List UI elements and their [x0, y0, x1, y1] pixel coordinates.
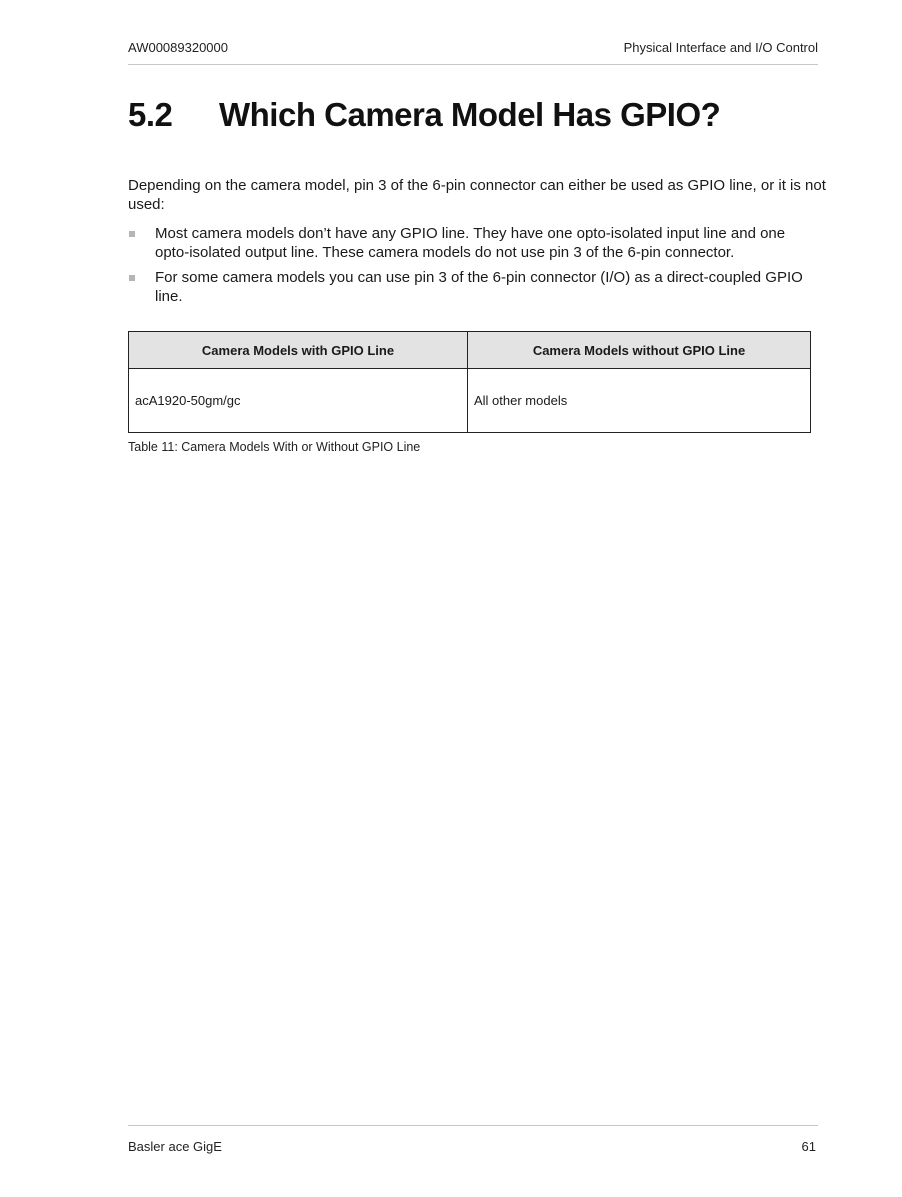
column-header: Camera Models without GPIO Line	[468, 332, 811, 369]
list-item-text: For some camera models you can use pin 3 of the 6-pin connector (I/O) as a direct-coupled GPIO line.	[155, 269, 803, 305]
table-cell: acA1920-50gm/gc	[129, 369, 468, 433]
intro-paragraph: Depending on the camera model, pin 3 of the 6-pin connector can either be used as GPIO line, or it is not used:	[128, 177, 826, 213]
square-bullet-icon	[129, 231, 135, 237]
page-header	[128, 38, 818, 65]
section-title: Which Camera Model Has GPIO?	[219, 96, 721, 133]
table-row	[129, 369, 811, 433]
square-bullet-icon	[129, 275, 135, 281]
list-item	[128, 224, 818, 262]
chapter-title: Physical Interface and I/O Control	[623, 40, 818, 55]
page-number: 61	[801, 1139, 816, 1154]
gpio-models-table	[128, 331, 811, 433]
table-caption: Table 11: Camera Models With or Without GPIO Line	[128, 440, 421, 454]
section-heading	[128, 96, 828, 134]
section-number: 5.2	[128, 96, 173, 133]
product-name: Basler ace GigE	[128, 1139, 222, 1154]
table-cell: All other models	[468, 369, 811, 433]
page-footer	[128, 1125, 818, 1154]
list-item-text: Most camera models don’t have any GPIO line. They have one opto-isolated input line and one opto-isolated output line. These camera models do not use pin 3 of the 6-pin connector.	[155, 225, 786, 261]
column-header: Camera Models with GPIO Line	[129, 332, 468, 369]
bullet-list	[128, 224, 818, 312]
document-id: AW00089320000	[128, 40, 228, 55]
list-item	[128, 268, 818, 306]
table-header-row	[129, 332, 811, 369]
